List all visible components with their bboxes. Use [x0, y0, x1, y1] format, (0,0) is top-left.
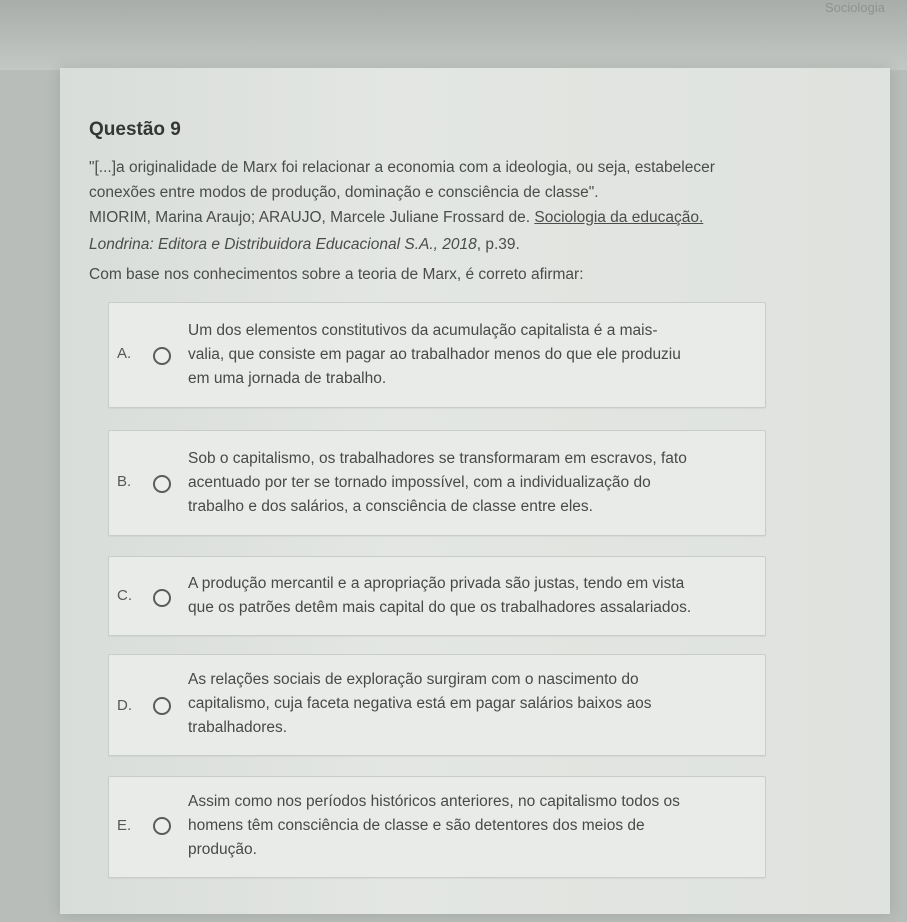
option-text-line: Sob o capitalismo, os trabalhadores se transformaram em escravos, fato	[188, 450, 687, 467]
option-text-line: capitalismo, cuja faceta negativa está em pagar salários baixos aos	[188, 695, 652, 712]
option-text	[188, 319, 753, 391]
option-text	[188, 668, 753, 740]
radio-icon[interactable]	[153, 475, 171, 493]
option-text-line: A produção mercantil e a apropriação privada são justas, tendo em vista	[188, 575, 685, 592]
option-text-line: homens têm consciência de classe e são detentores dos meios de	[188, 817, 645, 834]
question-title: Questão 9	[89, 119, 181, 140]
option-letter: D.	[117, 697, 132, 714]
option-text	[188, 790, 753, 862]
option-letter: A.	[117, 345, 132, 362]
question-prompt: Com base nos conhecimentos sobre a teoria de Marx, é correto afirmar:	[89, 266, 584, 283]
option-text-line: acentuado por ter se tornado impossível, com a individualização do	[188, 474, 651, 491]
citation-authors: MIORIM, Marina Araujo; ARAUJO, Marcele Juliane Frossard de.	[89, 209, 535, 226]
option-letter: B.	[117, 473, 132, 490]
option-text	[188, 447, 753, 519]
top-strip	[0, 0, 907, 70]
option-text-line: trabalhadores.	[188, 719, 288, 736]
radio-icon[interactable]	[153, 817, 171, 835]
option-c[interactable]	[108, 556, 766, 636]
corner-text: Sociologia	[825, 0, 885, 15]
option-text	[188, 572, 753, 620]
option-text-line: trabalho e dos salários, a consciência de classe entre eles.	[188, 498, 593, 515]
option-e[interactable]	[108, 776, 766, 878]
quote-line-1: "[...]a originalidade de Marx foi relacionar a economia com a ideologia, ou seja, estabelecer	[89, 159, 715, 176]
option-text-line: As relações sociais de exploração surgiram com o nascimento do	[188, 671, 639, 688]
citation-page: , p.39.	[476, 236, 520, 253]
radio-icon[interactable]	[153, 697, 171, 715]
option-d[interactable]	[108, 654, 766, 756]
option-text-line: valia, que consiste em pagar ao trabalhador menos do que ele produziu	[188, 346, 681, 363]
option-text-line: produção.	[188, 841, 257, 858]
radio-icon[interactable]	[153, 589, 171, 607]
option-text-line: em uma jornada de trabalho.	[188, 370, 387, 387]
option-text-line: que os patrões detêm mais capital do que os trabalhadores assalariados.	[188, 599, 692, 616]
option-text-line: Um dos elementos constitutivos da acumulação capitalista é a mais-	[188, 322, 658, 339]
option-b[interactable]	[108, 430, 766, 536]
citation-title: Sociologia da educação.	[534, 209, 704, 226]
citation-line-1	[89, 206, 819, 229]
option-letter: E.	[117, 817, 132, 834]
citation-line-2	[89, 233, 819, 256]
option-a[interactable]	[108, 302, 766, 408]
option-text-line: Assim como nos períodos históricos anteriores, no capitalismo todos os	[188, 793, 680, 810]
option-letter: C.	[117, 587, 132, 604]
radio-icon[interactable]	[153, 347, 171, 365]
citation-publisher: Londrina: Editora e Distribuidora Educacional S.A., 2018	[89, 236, 477, 253]
quote-line-2: conexões entre modos de produção, dominação e consciência de classe".	[89, 184, 599, 201]
